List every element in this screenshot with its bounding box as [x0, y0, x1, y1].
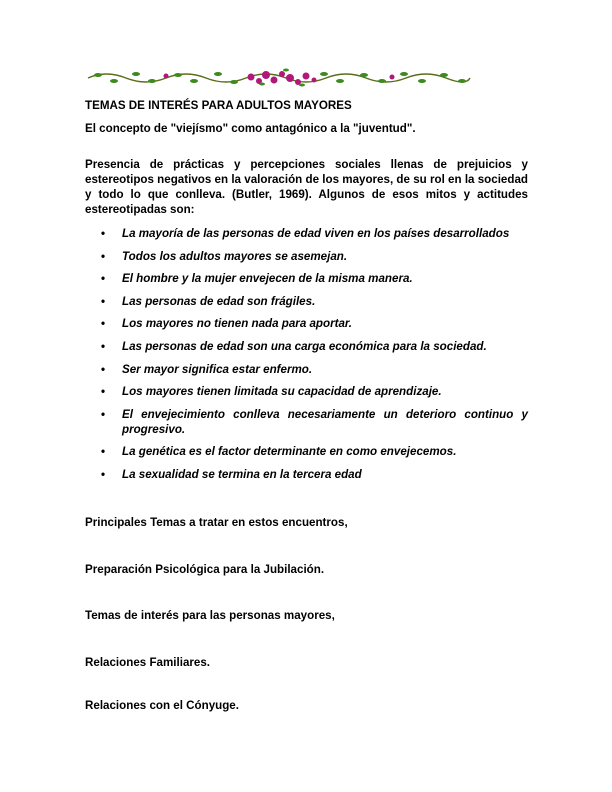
bullet-icon: • [101, 385, 106, 399]
bullet-icon: • [101, 272, 106, 286]
list-item [85, 407, 528, 437]
document-subtitle: El concepto de "viejísmo" como antagónico a la "juventud". [85, 122, 416, 135]
bullet-icon: • [101, 445, 106, 459]
list-item [85, 271, 528, 286]
section-heading-retirement: Preparación Psicológica para la Jubilación. [85, 563, 325, 576]
list-item [85, 467, 528, 482]
section-heading-topics-of-interest: Temas de interés para las personas mayores, [85, 609, 335, 622]
list-item [85, 444, 528, 459]
list-item [85, 249, 528, 264]
list-item-text: Todos los adultos mayores se asemejan. [122, 249, 348, 263]
bullet-icon: • [101, 227, 106, 240]
list-item-text: La genética es el factor determinante en como envejecemos. [122, 445, 457, 459]
bullet-icon: • [101, 317, 106, 331]
bullet-icon: • [101, 362, 106, 376]
list-item-text: El hombre y la mujer envejecen de la misma manera. [122, 272, 413, 286]
bullet-icon: • [101, 467, 106, 481]
list-item-text: Las personas de edad son frágiles. [122, 294, 316, 308]
list-item-text: Ser mayor significa estar enfermo. [122, 362, 313, 376]
document-title: TEMAS DE INTERÉS PARA ADULTOS MAYORES [85, 99, 352, 112]
list-item-text: Las personas de edad son una carga económica para la sociedad. [122, 339, 487, 353]
myths-list [85, 226, 528, 490]
bullet-icon: • [101, 407, 106, 421]
list-item [85, 384, 528, 399]
section-heading-main-topics: Principales Temas a tratar en estos encuentros, [85, 516, 348, 529]
list-item-text: El envejecimiento conlleva necesariamente un deterioro continuo y progresivo. [122, 407, 528, 436]
bullet-icon: • [101, 294, 106, 308]
list-item [85, 316, 528, 331]
list-item-text: Los mayores tienen limitada su capacidad de aprendizaje. [122, 385, 442, 399]
list-item [85, 294, 528, 309]
list-item-text: La mayoría de las personas de edad viven en los países desarrollados [122, 227, 510, 240]
intro-paragraph: Presencia de prácticas y percepciones sociales llenas de prejuicios y estereotipos negativos en la valoración de los mayores, de su rol en la sociedad y todo lo que conlleva. (Butler, 1969). Algunos de esos mitos y actitudes estereotipadas son: [85, 158, 528, 216]
list-item-text: Los mayores no tienen nada para aportar. [122, 317, 353, 331]
bullet-icon: • [101, 339, 106, 353]
bullet-icon: • [101, 249, 106, 263]
list-item [85, 226, 528, 241]
section-heading-spouse-relations: Relaciones con el Cónyuge. [85, 699, 239, 712]
list-item [85, 362, 528, 377]
list-item-text: La sexualidad se termina en la tercera edad [122, 467, 362, 481]
floral-vine-border-icon [86, 66, 472, 88]
section-heading-family-relations: Relaciones Familiares. [85, 656, 211, 669]
list-item [85, 339, 528, 354]
